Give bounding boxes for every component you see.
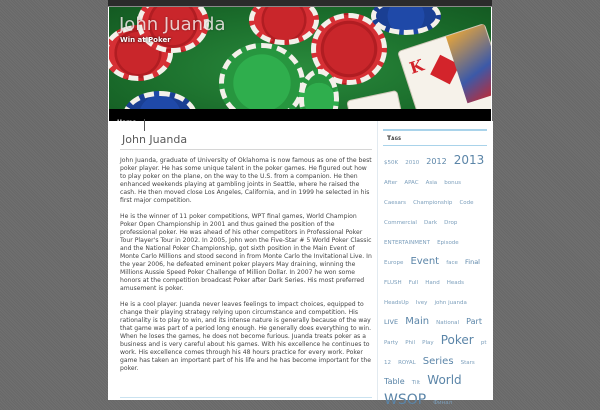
- tag-link[interactable]: Full: [408, 280, 419, 286]
- main-navigation: [109, 109, 491, 126]
- site-description: Win at Poker: [120, 36, 171, 44]
- tag-link[interactable]: APAC: [404, 180, 419, 186]
- blue-chip-icon: [123, 91, 197, 109]
- tag-link[interactable]: HeadsUp: [384, 300, 409, 306]
- tag-link[interactable]: Phil: [405, 340, 416, 346]
- tag-link[interactable]: After: [384, 180, 398, 186]
- red-chip-icon: [249, 7, 319, 45]
- tag-link[interactable]: ROYAL: [398, 360, 416, 366]
- tag-link[interactable]: 2010: [405, 160, 420, 166]
- content-paragraph: He is the winner of 11 poker competitions, WPT final games, World Champion Poker Open Championship in 2001 and thus gained the position of the professional poker. He was ahead of his other competitors in Professional Poker Tour Player's Tour in 2002. In 2005, John won the Five-Star # 5 World Poker Classic and the National Poker Championship, got sixth position in the Main Event of Monte Carlo Millions and stood second in from Monte Carlo the Invitational Live. In the year 2006, he defeated eminent poker players May draining, winning the Millions Aussie Speed Poker Challenge of Million Dollar. In 2007 he won some honors at the competition broadcast Poker after Dark Series. His most preferred amusement is poker.: [120, 212, 372, 293]
- tag-link[interactable]: Part: [466, 317, 482, 326]
- tag-link[interactable]: Europe: [384, 260, 404, 266]
- tag-link[interactable]: Series: [422, 356, 454, 367]
- tags-widget-title: Tags: [383, 129, 487, 146]
- tag-link[interactable]: Drop: [444, 220, 458, 226]
- tag-link[interactable]: Poker: [440, 333, 474, 347]
- content-paragraph: John Juanda, graduate of University of Oklahoma is now famous as one of the best poker player. He has some unique talent in the poker games. He figured out how to play poker on the plane, on the way to the U.S. from a companion. He then enhanced weekends playing at gambling joints in Seattle, where he raised the cash. He then moved close Los Angeles, California, and in 1999 he selected in his first major competition.: [120, 157, 372, 205]
- top-bar: [108, 0, 492, 7]
- tag-link[interactable]: Code: [459, 200, 474, 206]
- tag-link[interactable]: Final: [465, 258, 480, 266]
- tag-link[interactable]: Stars: [460, 360, 475, 366]
- tag-link[interactable]: Table: [384, 377, 405, 386]
- site-title[interactable]: John Juanda: [119, 14, 226, 35]
- tag-link[interactable]: Championship: [413, 200, 453, 206]
- card-rank: K: [407, 55, 427, 78]
- tag-link[interactable]: World: [427, 373, 462, 387]
- page-wrapper: [108, 0, 492, 408]
- sidebar: [377, 121, 493, 408]
- tag-link[interactable]: Финал: [433, 400, 453, 406]
- tag-link[interactable]: ENTERTAINMENT: [384, 240, 430, 246]
- page-title: John Juanda: [120, 130, 372, 150]
- tag-link[interactable]: WSOP: [384, 392, 427, 408]
- tag-link[interactable]: Dark: [424, 220, 438, 226]
- tag-link[interactable]: Commercial: [384, 220, 417, 226]
- tag-link[interactable]: 2013: [453, 153, 485, 167]
- playing-card: [346, 90, 404, 109]
- tag-cloud: [383, 149, 487, 410]
- tag-link[interactable]: Asia: [425, 180, 438, 186]
- content-paragraph: He is a cool player. Juanda never leaves feelings to impact choices, equipped to change their playing strategy relying upon circumstance and competition. His rationality is to play to win, and its intense nature is generally because of the way that game was part of a period long enough. He generally does everything to win. When he loses the games, he does not become furious. Juanda treats poker as a business and is very careful about his games. With his excellence he continues to work. His excellence comes through his 48 hours practice for every work. Poker game has taken an important part of his life and he has become important for the poker.: [120, 300, 372, 373]
- nav-item-home[interactable]: Home: [109, 119, 145, 131]
- tag-link[interactable]: Main: [405, 316, 430, 327]
- tag-link[interactable]: Caesars: [384, 200, 406, 206]
- tag-link[interactable]: Hand: [425, 280, 440, 286]
- tag-link[interactable]: bonus: [444, 180, 461, 186]
- tag-link[interactable]: john juanda: [434, 300, 467, 306]
- tag-link[interactable]: Ivey: [415, 300, 428, 306]
- content-divider: [120, 397, 372, 398]
- tag-link[interactable]: pt 12: [384, 340, 487, 366]
- main-content: [120, 130, 372, 380]
- tag-link[interactable]: Tilt: [411, 380, 421, 386]
- tag-link[interactable]: Episode: [437, 240, 459, 246]
- tag-link[interactable]: face: [446, 260, 458, 266]
- site-header: [109, 7, 491, 109]
- tag-link[interactable]: LIVE: [384, 318, 399, 326]
- tag-link[interactable]: 2012: [426, 157, 447, 166]
- green-chip-icon: [219, 43, 305, 109]
- tag-link[interactable]: $50K: [384, 160, 399, 166]
- king-of-diamonds-card: [397, 23, 491, 109]
- tag-link[interactable]: Heads: [446, 280, 465, 286]
- tag-link[interactable]: Play: [422, 340, 434, 346]
- tag-link[interactable]: Event: [410, 256, 440, 267]
- tag-link[interactable]: FLUSH: [384, 280, 402, 286]
- tag-link[interactable]: Party: [384, 340, 399, 346]
- tag-link[interactable]: National: [436, 320, 460, 326]
